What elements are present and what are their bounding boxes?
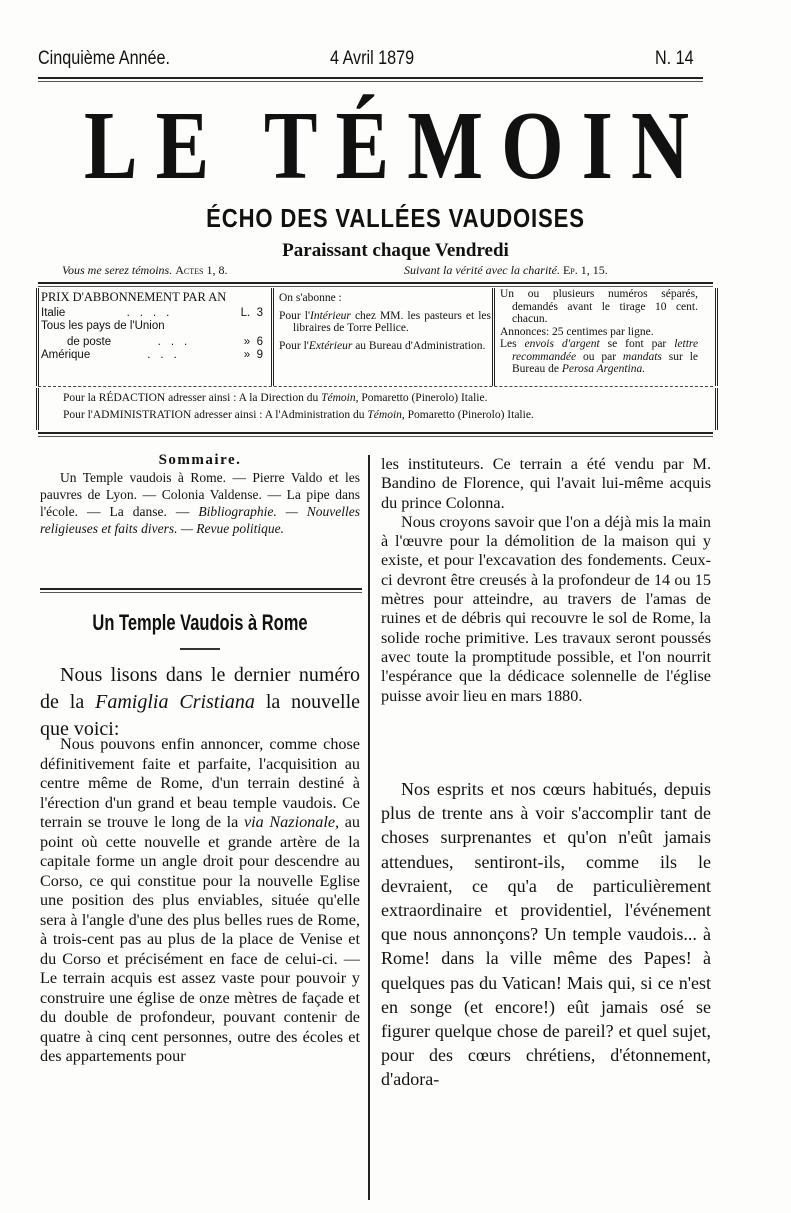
price-row: Amérique ... » 9 bbox=[41, 349, 263, 361]
issue-date: 4 Avril 1879 bbox=[330, 48, 415, 69]
article-body-right-continued: Nos esprits et nos cœurs habitués, depuis plus de trente ans à voir s'accomplir tant de choses surprenantes et qu'on n'eût jamais attendues, sentiront-ils, comme ils le devraient, ce qu'a de particulièrement extraordinaire et providentiel, l'événement que nous annonçons? Un temple vaudois... à Rome! dans la ville même des Papes! à quelques pas du Vatican! Mais qui, si ce n'est en songe (et encore!) eût jamais osé se figurer quelque chose de pareil? et quel sujet, pour des cœurs chrétiens, d'étonnement, d'adora- bbox=[381, 779, 711, 1090]
article-body-left: Nous pouvons enfin annoncer, comme chose définitivement faite et parfaite, l'acquisition au centre même de Rome, d'un terrain destiné à l'érection d'un grand et beau temple vaudois. Ce terrain se trouve le long de la via Nazionale, au point où cette nouvelle et grande artère de la capitale forme un angle droit pour descendre au Corso, ce qui constitue pour la nouvelle Eglise une position des plus enviables, située qu'elle sera à l'angle d'une des plus belles rues de Rome, à trois-cent pas au plus de la place de Venise et du Corso et précisément en face de celui-ci. — Le terrain acquis est assez vaste pour pouvoir y construire une église de onze mètres de façade et du double de profondeur, pouvant contenir de quatre à cinq cent personnes, outre des écoles et des appartements pour bbox=[40, 735, 361, 1065]
notices: Un ou plusieurs numéros séparés, demandés avant le tirage 10 cent. chacun. Annonces: 25 centimes par ligne. Les envois d'argent se font par lettre recommandée ou par mandats sur le Bureau de Perosa Argentina. bbox=[492, 288, 698, 386]
subscription-locations: On s'abonne : Pour l'Intérieur chez MM. les pasteurs et les libraires de Torre Pellice. Pour l'Extérieur au Bureau d'Administration. bbox=[271, 288, 491, 386]
motto-right: Suivant la vérité avec la charité. Ep. 1, 15. bbox=[404, 263, 608, 277]
subscription-prices bbox=[41, 288, 263, 386]
year-label: Cinquième Année. bbox=[38, 48, 170, 69]
newspaper-title: LE TÉMOIN bbox=[83, 92, 708, 200]
price-row: Tous les pays de l'Union bbox=[41, 320, 165, 332]
article-body-right: les instituteurs. Ce terrain a été vendu par M. Bandino de Florence, qui l'avait lui-même acquis du prince Colonna. Nous croyons savoir que l'on a déjà mis la main à l'œuvre pour la démolition de la maison qui y existe, et pour l'excavation des fondements. Ceux-ci devront être creusés à la profondeur de 14 ou 15 mètres pour atteindre, au travers de l'amas de ruines et de débris qui recouvre le sol de Rome, la solide roche primitive. Les travaux seront poussés avec toute la promptitude possible, et l'on nourrit l'espérance que la dédicace solennelle de l'église puisse avoir lieu en mars 1880. bbox=[381, 455, 711, 705]
prices-heading: PRIX D'ABBONNEMENT PAR AN bbox=[41, 290, 227, 304]
exterior-subscription: Pour l'Extérieur au Bureau d'Administration. bbox=[279, 339, 486, 352]
sommaire-title: Sommaire. bbox=[158, 452, 242, 468]
sommaire-rule bbox=[40, 588, 362, 593]
box-divider bbox=[38, 386, 713, 387]
subscription-box bbox=[36, 288, 718, 386]
administration-address: Pour l'ADMINISTRATION adresser ainsi : A l'Administration du Témoin, Pomaretto (Pinerolo) Italie. bbox=[63, 409, 534, 421]
price-row: Italie .... L. 3 bbox=[41, 306, 263, 319]
redaction-address: Pour la RÉDACTION adresser ainsi : A la Direction du Témoin, Pomaretto (Pinerolo) Italie. bbox=[63, 392, 488, 404]
article-title: Un Temple Vaudois à Rome bbox=[92, 610, 308, 635]
money-notice: Les envois d'argent se font par lettre recommandée ou par mandats sur le Bureau de Perosa Argentina. bbox=[500, 338, 699, 375]
issue-number: N. 14 bbox=[655, 48, 694, 69]
price-row: de poste ... » 6 bbox=[67, 335, 263, 348]
box-bottom-rule bbox=[38, 432, 713, 437]
title-ornament bbox=[180, 648, 220, 650]
publication-frequency: Paraissant chaque Vendredi bbox=[282, 240, 509, 261]
column-divider bbox=[368, 455, 370, 1200]
motto-left: Vous me serez témoins. Actes 1, 8. bbox=[62, 263, 228, 277]
header-rule bbox=[38, 77, 703, 82]
addresses bbox=[36, 388, 718, 430]
sommaire bbox=[40, 452, 360, 537]
issue-header bbox=[38, 48, 703, 74]
sommaire-text: Un Temple vaudois à Rome. — Pierre Valdo et les pauvres de Lyon. — Colonia Valdense. — La pipe dans l'école. — La danse. — Bibliographie. — Nouvelles religieuses et faits divers. — Revue politique. bbox=[40, 470, 360, 536]
newspaper-subtitle: ÉCHO DES VALLÉES VAUDOISES bbox=[206, 203, 585, 233]
article-lead: Nous lisons dans le dernier numéro de la Famiglia Cristiana la nouvelle que voici: bbox=[40, 664, 361, 740]
interior-subscription: Pour l'Intérieur chez MM. les pasteurs et les libraires de Torre Pellice. bbox=[279, 309, 492, 334]
masthead-rule bbox=[38, 282, 713, 287]
